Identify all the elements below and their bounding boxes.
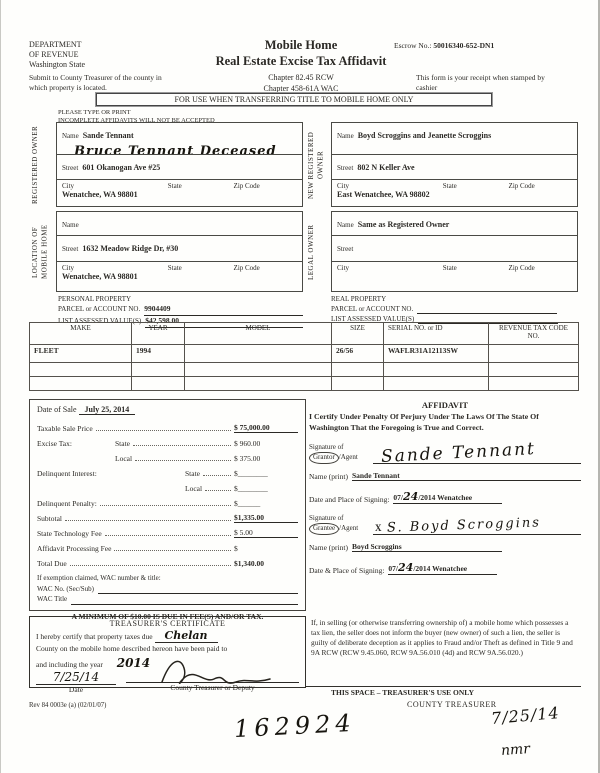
revenue-tax-code-value (489, 345, 579, 363)
parcel-label: PARCEL or ACCOUNT NO. (58, 305, 141, 314)
zip-label: Zip Code (233, 264, 260, 272)
fee-amount: $________ (234, 469, 268, 478)
wac-title-value (71, 594, 298, 605)
grantor-circled: Grantor (309, 452, 339, 464)
clerk-initials-handwritten: nmr (500, 741, 531, 759)
make-value (30, 377, 132, 391)
escrow-value: 50016340-652-DN1 (433, 41, 495, 50)
date-place-label: Date & Place of Signing: (309, 566, 385, 576)
name-label: Name (337, 132, 354, 140)
location-street: 1632 Meadow Ridge Dr, #30 (82, 244, 179, 253)
legal-owner-street-row (332, 236, 577, 262)
date-place-label: Date and Place of Signing: (309, 495, 390, 505)
size-value (332, 377, 384, 391)
assessed-label: LIST ASSESSED VALUE(S) (58, 317, 142, 326)
exemption-block (37, 573, 298, 605)
state-label: State (442, 264, 457, 272)
date-column (36, 670, 116, 695)
grantor-signature-labels (309, 443, 373, 464)
table-row (30, 363, 579, 377)
zip-label: Zip Code (508, 182, 535, 190)
usage-banner: FOR USE WHEN TRANSFERRING TITLE TO MOBILE HOME ONLY (96, 93, 492, 106)
name-label: Name (62, 132, 79, 140)
agency-block (29, 40, 85, 70)
fee-row-excise-state (37, 433, 298, 448)
name-label: Name (62, 221, 79, 229)
escrow-number (394, 41, 494, 50)
fee-amount: $________ (234, 484, 268, 493)
form-title-line2: Real Estate Excise Tax Affidavit (215, 53, 387, 68)
lien-notice: If, in selling (or otherwise transferring ownership of) a mobile home which possesses a tax lien, the seller does not inform the buyer (new owner) of such a lien, the seller is guilty of deliberate deception as it applies to Fraud and/or Theft as defined in Title 9 and 9A RCW (RCW 9.45.060, RCW 9A.56.010 (4d) and RCW 9A.56.020.) (311, 618, 573, 657)
fee-row-total-due (37, 553, 298, 568)
dot-leader (203, 475, 231, 476)
wac-title-label: WAC Title (37, 595, 68, 603)
deputy-label: County Treasurer or Deputy (170, 683, 255, 693)
fee-sublabel: Local (115, 454, 133, 463)
agency-line1: DEPARTMENT (29, 40, 82, 49)
legal-owner-side-label: LEGAL OWNER (307, 224, 315, 280)
certification-line1: I Certify Under Penalty Of Perjury Under The Laws Of The State Of (309, 412, 539, 421)
model-value (185, 363, 332, 377)
grantee-signature-labels (309, 514, 373, 535)
fee-row-state-technology-fee (37, 523, 298, 538)
assessed-label: LIST ASSESSED VALUE(S) (331, 315, 415, 324)
fee-amount: $ 375.00 (234, 454, 261, 463)
wac-no-line (37, 584, 298, 595)
chapter-references (201, 73, 401, 95)
treasurers-certificate-title: TREASURER'S CERTIFICATE (109, 619, 226, 628)
receipt-note: This form is your receipt when stamped by cashier (416, 73, 545, 92)
street-label: Street (62, 164, 79, 172)
grantee-signature-handwritten: S. Boyd Scroggins (386, 515, 542, 536)
location-side-label: LOCATION OF MOBILE HOME (31, 224, 49, 280)
col-year: YEAR (132, 323, 185, 345)
registered-owner-street-row (57, 155, 302, 180)
fee-row-excise-local (37, 448, 298, 463)
col-serial: SERIAL NO. or ID (384, 323, 489, 345)
signature-of-label: Signature of (309, 442, 344, 451)
fee-sublabel: Local (185, 484, 203, 493)
col-make: MAKE (30, 323, 132, 345)
dot-leader (205, 490, 231, 491)
submit-note: Submit to County Treasurer of the county in which property is located. (29, 73, 162, 92)
real-property-block (331, 294, 576, 324)
serial-value (384, 363, 489, 377)
legal-owner-box (331, 211, 578, 292)
treasurer-signature (156, 658, 276, 688)
agent-suffix: /Agent (339, 523, 359, 532)
fee-sublabel: State (115, 439, 130, 448)
grantor-signature-line (373, 438, 581, 468)
wac-no-label: WAC No. (Sec/Sub) (37, 584, 94, 593)
dot-leader (133, 445, 231, 446)
location-city: Wenatchee, WA 98801 (62, 272, 138, 281)
grantee-date-place-value (388, 561, 497, 575)
legal-owner-name: Same as Registered Owner (357, 220, 450, 229)
registered-owner-street: 601 Okanogan Ave #25 (82, 163, 161, 172)
zip-label: Zip Code (233, 182, 260, 190)
date-suffix: /2014 Wenatchee (413, 564, 468, 574)
zip-label: Zip Code (508, 264, 535, 272)
certification-line2: Washington That the Foregoing is True and Correct. (309, 422, 484, 432)
grantor-date-place-value (393, 490, 502, 504)
including-year-text: and including the year (36, 659, 103, 669)
model-value (185, 345, 332, 363)
year-value (132, 363, 185, 377)
fee-label: Delinquent Interest: (37, 469, 97, 478)
city-state-zip-labels (62, 182, 297, 190)
certify-taxes-line (36, 628, 299, 644)
new-registered-owner-side-label: NEW REGISTERED OWNER (307, 131, 325, 199)
registered-owner-name: Sande Tennant (82, 131, 134, 140)
fee-row-taxable-sale-price (37, 418, 298, 433)
fee-row-delinquent-penalty (37, 493, 298, 508)
city-state-zip-labels (337, 264, 572, 272)
fee-amount: $ 5.00 (234, 528, 298, 538)
county-treasurer-label: COUNTY TREASURER (407, 700, 497, 709)
city-state-zip-labels (337, 182, 572, 190)
parcel-label: PARCEL or ACCOUNT NO. (331, 305, 414, 314)
date-prefix: 07/ (388, 564, 398, 574)
location-street-row (57, 236, 302, 262)
dot-leader (70, 565, 231, 566)
date-day-handwritten: 24 (403, 490, 419, 504)
affidavit-section (309, 400, 581, 575)
grantee-signature-line (373, 513, 581, 535)
stamp-number-handwritten: 162924 (233, 708, 357, 744)
certify-taxes-text: I hereby certify that property taxes due (36, 632, 153, 641)
dot-leader (135, 460, 231, 461)
exemption-intro: If exemption claimed, WAC number & title: (37, 574, 161, 582)
date-prefix: 07/ (393, 493, 403, 503)
name-print-label: Name (print) (309, 472, 348, 482)
treasurer-use-note: THIS SPACE – TREASURER'S USE ONLY (331, 688, 475, 697)
revenue-tax-code-value (489, 363, 579, 377)
location-box (56, 211, 303, 292)
fee-row-affidavit-processing-fee (37, 538, 298, 553)
signature-of-label: Signature of (309, 513, 344, 522)
wac-title-line (37, 594, 298, 605)
prep-note-1: PLEASE TYPE OR PRINT (58, 109, 131, 116)
street-label: Street (337, 164, 354, 172)
stamp-date-handwritten: 7/25/14 (490, 703, 561, 728)
serial-value (384, 377, 489, 391)
new-owner-name: Boyd Scroggins and Jeanette Scroggins (357, 131, 492, 140)
treasurer-use-divider (306, 686, 581, 687)
grantor-name-print-line (309, 471, 581, 481)
fee-calculation-box (29, 399, 306, 621)
make-value (30, 363, 132, 377)
new-owner-city: East Wenatchee, WA 98802 (337, 190, 430, 199)
col-revenue-tax-code: REVENUE TAX CODE NO. (489, 323, 579, 345)
personal-property-title: PERSONAL PROPERTY (58, 295, 132, 303)
fee-label: Delinquent Penalty: (37, 499, 97, 508)
name-print-label: Name (print) (309, 543, 348, 553)
revenue-tax-code-value (489, 377, 579, 391)
table-row (30, 345, 579, 363)
new-owner-street-row (332, 155, 577, 180)
year-value (132, 377, 185, 391)
fee-amount: $1,335.00 (234, 513, 298, 523)
dot-leader (114, 550, 231, 551)
registered-owner-city: Wenatchee, WA 98801 (62, 190, 138, 199)
grantee-signature-block (309, 513, 581, 535)
size-value (332, 363, 384, 377)
signature-column (126, 682, 299, 694)
fee-row-delinquent-interest-state (37, 463, 298, 478)
street-label: Street (62, 245, 79, 253)
city-state-zip-labels (62, 264, 297, 272)
fee-sublabel: State (185, 469, 200, 478)
city-label: City (62, 182, 75, 190)
treasurers-certificate-box (29, 616, 306, 695)
fee-amount: $______ (234, 499, 261, 508)
agency-line2: OF REVENUE (29, 50, 79, 59)
location-name-row (57, 212, 302, 236)
name-label: Name (337, 221, 354, 229)
prep-note-2: INCOMPLETE AFFIDAVITS WILL NOT BE ACCEPTED (58, 117, 215, 125)
col-model: MODEL (185, 323, 332, 345)
chapter-rcw: Chapter 82.45 RCW (268, 73, 334, 82)
legal-owner-city-row (332, 262, 577, 291)
fee-amount: $1,340.00 (234, 559, 264, 568)
grantor-signature-handwritten: Sande Tennant (380, 438, 537, 468)
fee-row-delinquent-interest-local (37, 478, 298, 493)
treasurer-signature-row (36, 670, 299, 695)
fee-label: Subtotal (37, 514, 63, 523)
grantee-agent-label (309, 523, 373, 535)
legal-owner-name-row (332, 212, 577, 236)
grantee-name-print-line (309, 542, 581, 552)
city-label: City (337, 264, 350, 272)
registered-owner-side-label: REGISTERED OWNER (31, 125, 39, 205)
dot-leader (96, 430, 231, 431)
personal-parcel-line (58, 304, 303, 316)
date-suffix: /2014 Wenatchee (418, 493, 473, 503)
real-property-title: REAL PROPERTY (331, 295, 387, 303)
agency-line3: Washington State (29, 60, 86, 69)
state-label: State (167, 264, 182, 272)
date-of-sale-label: Date of Sale (37, 405, 77, 414)
dot-leader (105, 535, 231, 536)
table-header-row (30, 323, 579, 345)
date-day-handwritten: 24 (398, 561, 414, 575)
signature-x-mark: X (375, 523, 382, 534)
grantee-circled: Grantee (309, 523, 339, 535)
date-of-sale-value: July 25, 2014 (79, 405, 136, 415)
agent-suffix: /Agent (338, 452, 358, 461)
registered-owner-name-row (57, 123, 302, 155)
col-size: SIZE (332, 323, 384, 345)
fee-amount: $ 75,000.00 (234, 423, 298, 433)
fee-label: Taxable Sale Price (37, 424, 93, 433)
registered-owner-box (56, 122, 303, 207)
new-owner-city-row (332, 180, 577, 206)
city-label: City (337, 182, 350, 190)
date-of-sale-line (37, 405, 298, 414)
wac-no-value (98, 584, 298, 595)
fee-label: Excise Tax: (37, 439, 72, 448)
form-title-line1: Mobile Home (264, 38, 338, 52)
certify-paid-line: County on the mobile home described hereon have been paid to (36, 643, 228, 653)
grantee-name-print-value: Boyd Scroggins (352, 542, 502, 552)
new-owner-street: 802 N Keller Ave (357, 163, 415, 172)
real-parcel-value (417, 304, 557, 314)
escrow-label: Escrow No.: (394, 41, 432, 50)
grantor-signature-block (309, 438, 581, 468)
size-value: 26/56 (332, 345, 384, 363)
fee-label: State Technology Fee (37, 529, 102, 538)
registered-owner-city-row (57, 180, 302, 206)
new-owner-name-row (332, 123, 577, 155)
form-revision-note: Rev 84 0003e (a) (02/01/07) (29, 702, 107, 709)
grantor-agent-label (309, 452, 373, 464)
county-handwritten: Chelan (155, 629, 218, 643)
fee-amount: $ (234, 544, 238, 553)
affidavit-title: AFFIDAVIT (421, 400, 469, 410)
dot-leader (65, 520, 231, 521)
grantor-name-print-value: Sande Tennant (352, 471, 581, 481)
street-label: Street (337, 245, 354, 253)
year-value: 1994 (132, 345, 185, 363)
state-label: State (167, 182, 182, 190)
state-label: State (442, 182, 457, 190)
personal-parcel-value: 9904409 (144, 304, 303, 316)
registered-owner-name-handwritten: Bruce Tennant Deceased (74, 144, 277, 155)
personal-assessed-value: $42,598.00 (145, 316, 303, 328)
grantee-date-place-line (309, 561, 581, 575)
grantor-date-place-line (309, 490, 581, 504)
minimum-fee-note: A MINIMUM OF $10.00 IS DUE IN FEE(S) AND/OR TAX. (71, 611, 264, 621)
treasurer-date-handwritten: 7/25/14 (52, 670, 100, 685)
real-parcel-line (331, 304, 576, 314)
location-city-row (57, 262, 302, 291)
fee-label: Total Due (37, 559, 67, 568)
year-handwritten: 2014 (116, 655, 151, 670)
make-value: FLEET (30, 345, 132, 363)
fee-amount: $ 960.00 (234, 439, 261, 448)
table-row (30, 377, 579, 391)
dot-leader (100, 505, 231, 506)
model-value (185, 377, 332, 391)
date-label: Date (68, 685, 84, 695)
chapter-wac: Chapter 458-61A WAC (263, 83, 339, 93)
new-registered-owner-box (331, 122, 578, 207)
fee-row-subtotal (37, 508, 298, 523)
serial-value: WAFLR31A12113SW (384, 345, 489, 363)
fee-label: Affidavit Processing Fee (37, 544, 112, 553)
mobile-home-table (29, 322, 579, 391)
affidavit-certification (309, 412, 581, 433)
city-label: City (62, 264, 75, 272)
